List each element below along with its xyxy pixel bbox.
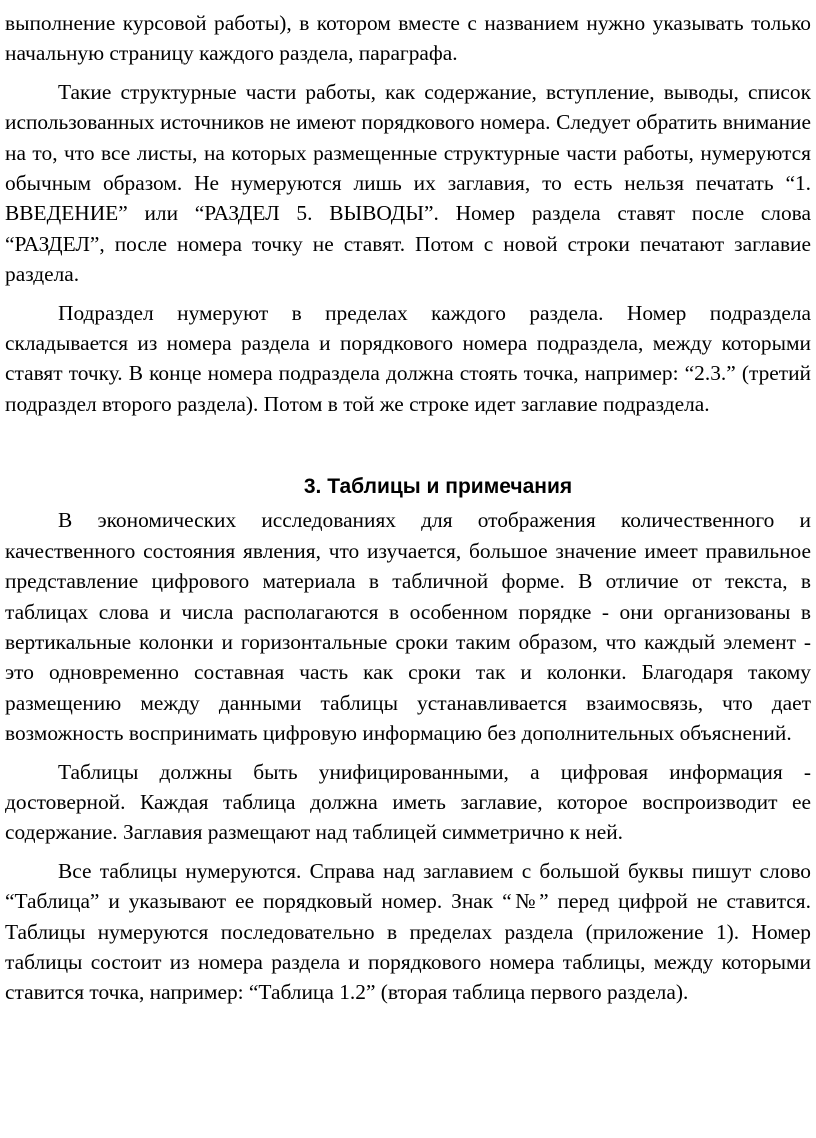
paragraph-tables-requirements: Таблицы должны быть унифицированными, а цифровая информация - достоверной. Каждая таблица должна иметь заглавие, которое воспроизводит ее содержание. Заглавия размещают над таблицей симметрично к ней. [5,759,811,845]
paragraph-tables-numbering: Все таблицы нумеруются. Справа над заглавием с большой буквы пишут слово “Таблица” и указывают ее порядковый номер. Знак “№” перед цифрой не ставится. Таблицы нумеруются последовательно в пределах раздела (приложение 1). Номер таблицы состоит из номера раздела и порядкового номера таблицы, между которыми ставится точка, например: “Таблица 1.2” (вторая таблица первого раздела). [5,858,811,1005]
paragraph-structural-parts: Такие структурные части работы, как содержание, вступление, выводы, список использованных источников не имеют порядкового номера. Следует обратить внимание на то, что все листы, на которых размещенные структурные части работы, нумеруются обычным образом. Не нумеруются лишь их заглавия, то есть нельзя печатать “1. ВВЕДЕНИЕ” или “РАЗДЕЛ 5. ВЫВОДЫ”. Номер раздела ставят после слова “РАЗДЕЛ”, после номера точку не ставят. Потом с новой строки печатают заглавие раздела. [5,79,811,287]
paragraph-tables-intro: В экономических исследованиях для отображения количественного и качественного состояния явления, что изучается, большое значение имеет правильное представление цифрового материала в табличной форме. В отличие от текста, в таблицах слова и числа располагаются в особенном порядке - они организованы в вертикальные колонки и горизонтальные сроки таким образом, что каждый элемент - это одновременно составная часть как сроки так и колонки. Благодаря такому размещению между данными таблицы устанавливается взаимосвязь, что дает возможность воспринимать цифровую информацию без дополнительных объяснений. [5,508,811,746]
paragraph-subsection-numbering: Подраздел нумеруют в пределах каждого раздела. Номер подраздела складывается из номера раздела и порядкового номера подраздела, между которыми ставят точку. В конце номера подраздела должна стоять точка, например: “2.3.” (третий подраздел второго раздела). Потом в той же строке идет заглавие подраздела. [5,300,811,416]
paragraph-continuation: выполнение курсовой работы), в котором вместе с названием нужно указывать только начальную страницу каждого раздела, параграфа. [5,11,811,66]
section-heading: 3. Таблицы и примечания [303,475,573,499]
